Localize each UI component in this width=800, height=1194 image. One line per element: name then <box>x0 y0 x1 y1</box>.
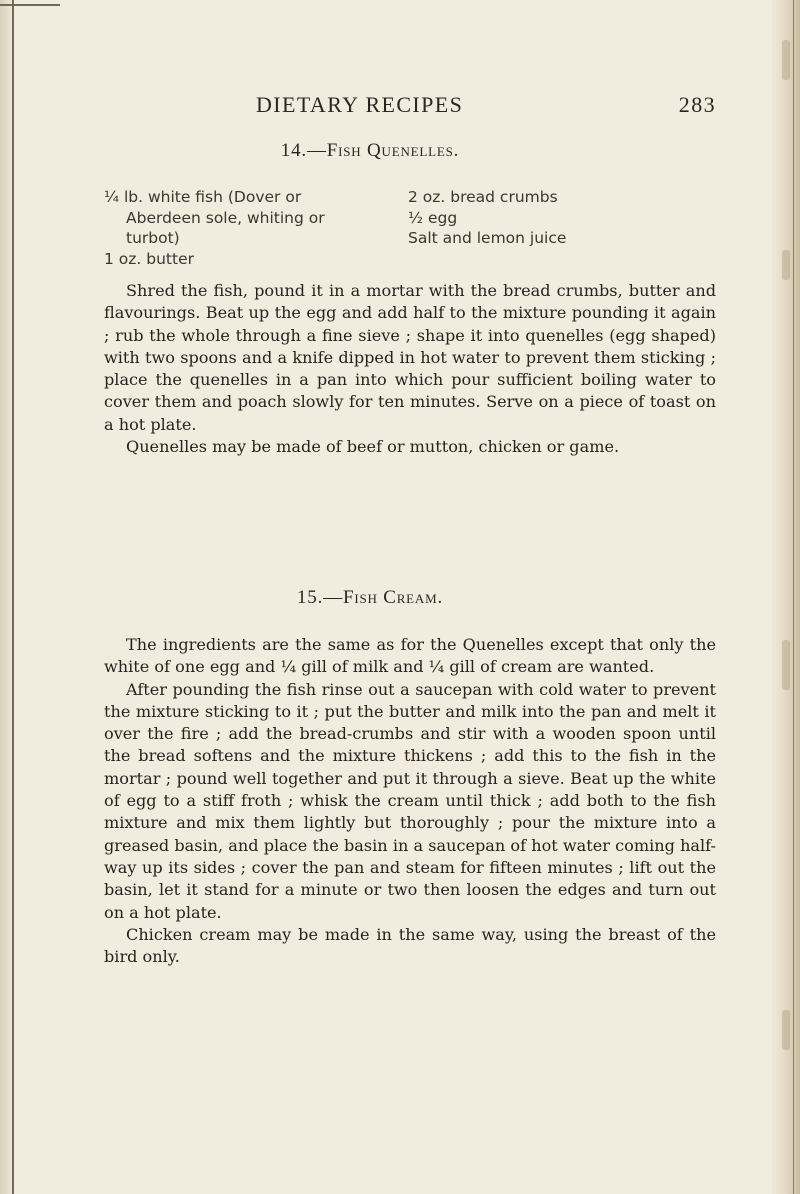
page-stain <box>782 1010 790 1050</box>
ingredients-column-left <box>104 187 404 269</box>
ingredient-line: 1 oz. butter <box>104 249 194 268</box>
page-stain <box>782 640 790 690</box>
method-paragraph: The ingredients are the same as for the Quenelles except that only the white of one egg and ¼ gill of milk and ¼ gill of cream are wanted. <box>104 635 716 677</box>
recipe-method-fish-cream <box>104 634 716 968</box>
page-number: 283 <box>678 92 716 117</box>
page-stain <box>782 250 790 280</box>
recipe-name: Fish Cream. <box>342 587 443 608</box>
ingredient-line: turbot) <box>126 229 180 247</box>
recipe-number: 14.— <box>280 140 327 161</box>
method-paragraph: After pounding the fish rinse out a saucepan with cold water to prevent the mixture sticking to it ; put the butter and milk into the pan and melt it over the fire ; add the bread-crumbs and stir with a wooden spoon until the bread softens and the mixture thickens ; add this to the fish in the mortar ; pound well together and put it through a sieve. Beat up the white of egg to a stiff froth ; whisk the cream until thick ; add both to the fish mixture and mix them lightly but thoroughly ; pour the mixture into a greased basin, and place the basin in a saucepan of hot water coming half-way up its sides ; cover the pan and steam for fifteen minutes ; lift out the basin, let it stand for a minute or two then loosen the edges and turn out on a hot plate. <box>104 679 716 922</box>
running-title: DIETARY RECIPES <box>256 92 464 117</box>
recipe-number: 15.— <box>297 587 343 608</box>
corner-edge-line <box>0 4 60 6</box>
method-paragraph: Shred the fish, pound it in a mortar with the bread crumbs, butter and flavourings. Beat up the egg and add half to the mixture pounding it again ; rub the whole through a fine sieve ; shape it into quenelles (egg shaped) with two spoons and a knife dipped in hot water to prevent them sticking ; place the quenelles in a pan into which pour sufficient boiling water to cover them and poach slowly for ten minutes. Serve on a piece of toast on a hot plate. <box>104 281 716 434</box>
running-head <box>256 92 716 122</box>
ingredients-column-right <box>408 187 708 249</box>
ingredient-line: Salt and lemon juice <box>408 229 567 247</box>
page-stain <box>782 40 790 80</box>
method-paragraph: Chicken cream may be made in the same way, using the breast of the bird only. <box>104 924 716 967</box>
recipe-title-fish-cream <box>0 587 740 609</box>
ingredient-line: 2 oz. bread crumbs <box>408 188 558 206</box>
page-edge-line <box>793 0 794 1194</box>
recipe-title-fish-quenelles <box>0 140 740 162</box>
recipe-method-fish-quenelles <box>104 280 716 458</box>
recipe-name: Fish Quenelles. <box>326 140 460 161</box>
ingredient-line: ½ egg <box>408 208 458 227</box>
ingredient-line: ¼ lb. white fish (Dover or <box>104 188 302 206</box>
method-paragraph: Quenelles may be made of beef or mutton, chicken or game. <box>126 437 620 457</box>
ingredient-line: Aberdeen sole, whiting or <box>126 208 325 227</box>
